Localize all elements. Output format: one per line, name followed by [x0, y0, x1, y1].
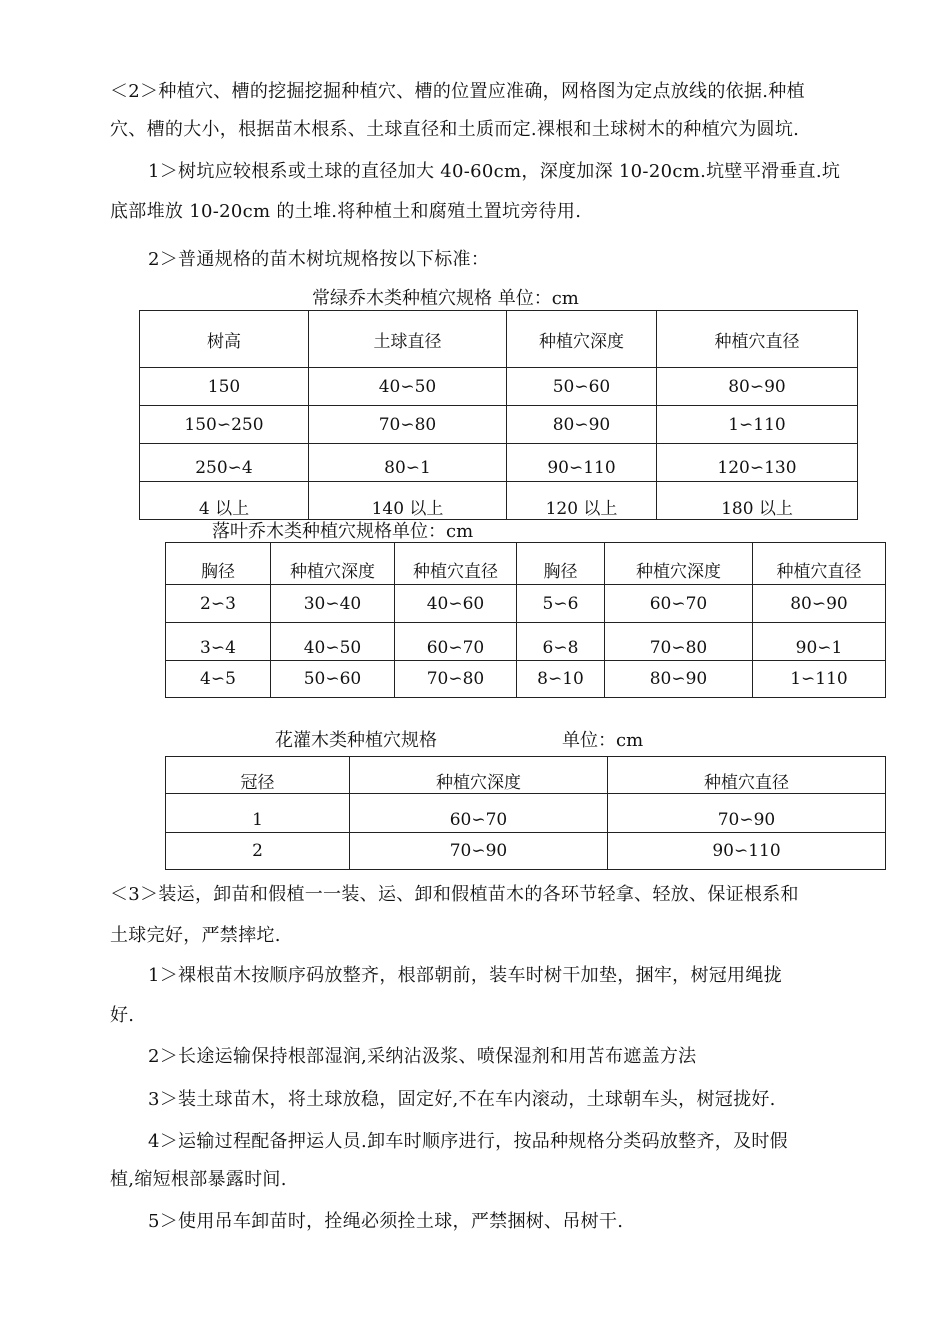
table2-header: 种植穴直径 [395, 543, 517, 585]
table1-cell: 4 以上 [140, 482, 309, 520]
table3-caption-unit: 单位：cm [562, 730, 644, 751]
table-row [140, 444, 858, 482]
table2-header: 胸径 [166, 543, 271, 585]
table1-cell: 80∽90 [657, 368, 858, 406]
table1-cell: 1∽110 [657, 406, 858, 444]
table2-cell: 80∽90 [605, 661, 753, 698]
table1-cell: 150∽250 [140, 406, 309, 444]
table2-cell: 60∽70 [395, 623, 517, 661]
paragraph-p1-line2: 穴、槽的大小，根据苗木根系、土球直径和土质而定.裸根和土球树木的种植穴为圆坑. [110, 119, 800, 140]
table-row [166, 661, 886, 698]
table1-cell: 90∽110 [507, 444, 657, 482]
table1-cell: 70∽80 [309, 406, 507, 444]
evergreen-tree-table [139, 310, 858, 520]
table3-header: 种植穴深度 [350, 757, 608, 794]
table2-cell: 8∽10 [517, 661, 605, 698]
table1-cell: 140 以上 [309, 482, 507, 520]
table3-cell: 70∽90 [350, 833, 608, 870]
section3-line1: ＜3＞装运，卸苗和假植一一装、运、卸和假植苗木的各环节轻拿、轻放、保证根系和 [110, 884, 799, 905]
table1-cell: 250∽4 [140, 444, 309, 482]
table2-caption: 落叶乔木类种植穴规格单位：cm [212, 521, 474, 542]
table2-header: 种植穴深度 [271, 543, 395, 585]
table-row [166, 623, 886, 661]
section3-item2: 2＞长途运输保持根部湿润,采纳沾汲浆、喷保湿剂和用苫布遮盖方法 [148, 1046, 697, 1067]
table2-cell: 70∽80 [395, 661, 517, 698]
table1-header: 树高 [140, 311, 309, 368]
table2-cell: 3∽4 [166, 623, 271, 661]
section3-item1-line1: 1＞裸根苗木按顺序码放整齐，根部朝前，装车时树干加垫，捆牢，树冠用绳拢 [148, 965, 782, 986]
table2-cell: 40∽50 [271, 623, 395, 661]
section3-item4-line1: 4＞运输过程配备押运人员.卸车时顺序进行，按品种规格分类码放整齐，及时假 [148, 1131, 788, 1152]
table-row [140, 368, 858, 406]
table1-cell: 150 [140, 368, 309, 406]
table-row [166, 794, 886, 833]
table1-cell: 120 以上 [507, 482, 657, 520]
table2-cell: 30∽40 [271, 585, 395, 623]
table1-cell: 50∽60 [507, 368, 657, 406]
table3-cell: 1 [166, 794, 350, 833]
table-row [166, 585, 886, 623]
table3-header: 冠径 [166, 757, 350, 794]
paragraph-p3: 2＞普通规格的苗木树坑规格按以下标准： [148, 249, 490, 270]
table3-cell: 2 [166, 833, 350, 870]
table-row [140, 406, 858, 444]
table1-cell: 40∽50 [309, 368, 507, 406]
table2-header: 种植穴深度 [605, 543, 753, 585]
table1-cell: 80∽90 [507, 406, 657, 444]
table1-cell: 180 以上 [657, 482, 858, 520]
table3-caption-title: 花灌木类种植穴规格 [275, 730, 437, 751]
table1-header: 土球直径 [309, 311, 507, 368]
table2-cell: 50∽60 [271, 661, 395, 698]
table2-cell: 6∽8 [517, 623, 605, 661]
table1-cell: 120∽130 [657, 444, 858, 482]
section3-line2: 土球完好，严禁摔坨. [110, 925, 281, 946]
table2-cell: 70∽80 [605, 623, 753, 661]
table2-cell: 5∽6 [517, 585, 605, 623]
table2-cell: 40∽60 [395, 585, 517, 623]
table3-cell: 70∽90 [608, 794, 886, 833]
table1-header: 种植穴深度 [507, 311, 657, 368]
table2-cell: 1∽110 [753, 661, 886, 698]
table2-cell: 4∽5 [166, 661, 271, 698]
table2-header: 胸径 [517, 543, 605, 585]
flowering-shrub-table [165, 756, 886, 870]
table2-cell: 80∽90 [753, 585, 886, 623]
table1-header: 种植穴直径 [657, 311, 858, 368]
table2-header: 种植穴直径 [753, 543, 886, 585]
table3-cell: 90∽110 [608, 833, 886, 870]
paragraph-p2-line1: 1＞树坑应较根系或土球的直径加大 40-60cm，深度加深 10-20cm.坑壁平滑垂直.坑 [148, 161, 841, 182]
table2-cell: 2∽3 [166, 585, 271, 623]
table3-cell: 60∽70 [350, 794, 608, 833]
section3-item4-line2: 植,缩短根部暴露时间. [110, 1169, 287, 1190]
paragraph-p2-line2: 底部堆放 10-20cm 的土堆.将种植土和腐殖土置坑旁待用. [110, 201, 582, 222]
table-row [140, 482, 858, 520]
section3-item5: 5＞使用吊车卸苗时，拴绳必须拴土球，严禁捆树、吊树干. [148, 1211, 624, 1232]
deciduous-tree-table [165, 542, 886, 698]
table-row [166, 833, 886, 870]
section3-item3: 3＞装土球苗木，将土球放稳，固定好,不在车内滚动，土球朝车头，树冠拢好. [148, 1089, 776, 1110]
table1-caption: 常绿乔木类种植穴规格 单位：cm [312, 288, 579, 309]
table3-header: 种植穴直径 [608, 757, 886, 794]
table1-cell: 80∽1 [309, 444, 507, 482]
section3-item1-line2: 好. [110, 1005, 135, 1026]
paragraph-p1-line1: ＜2＞种植穴、槽的挖掘挖掘种植穴、槽的位置应准确，网格图为定点放线的依据.种植 [110, 81, 805, 102]
table2-cell: 60∽70 [605, 585, 753, 623]
table2-cell: 90∽1 [753, 623, 886, 661]
